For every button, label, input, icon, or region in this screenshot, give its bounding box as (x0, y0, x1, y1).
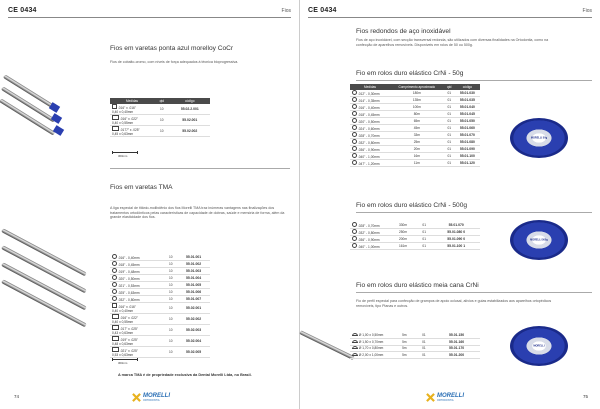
round-profile-icon (352, 153, 357, 158)
intro-title: Fios redondos de aço inoxidável (356, 28, 451, 35)
scale-label: 300mm (118, 361, 128, 365)
rect-profile-icon (112, 314, 119, 319)
table-row: Ø 1,50 x 0,70mm 5m 01 55.01.160 (350, 339, 480, 346)
round-profile-icon (352, 229, 357, 234)
section-tag: Fios (281, 8, 291, 14)
scale-bar (112, 152, 138, 153)
ce-mark: CE 0434 (8, 7, 37, 14)
divider (356, 212, 592, 213)
table-row: .018" - 0,45mm 10 55.01.002 (110, 261, 210, 268)
table-row: .012" - 0,30mm 180m 01 55.01.030 (350, 90, 480, 97)
rect-profile-icon (112, 325, 119, 330)
table-row: .025" - 0,63mm 10 55.01.006 (110, 289, 210, 296)
round-profile-icon (352, 139, 357, 144)
round-profile-icon (352, 104, 357, 109)
table-row: .014" - 0,35mm 135m 01 55.01.035 (350, 97, 480, 104)
product1-desc: Fios de cobalto-cromo, com níveis de força adequados à técnica bioprogressiva. (110, 60, 239, 64)
rolls500-table (350, 222, 480, 250)
col-comprimento: Comprimento aproximado (390, 84, 444, 90)
round-profile-icon (352, 146, 357, 151)
table-row: .020" - 0,50mm 65m 01 55.01.050 (350, 118, 480, 125)
table-row: .016" x .022" 0,40 x 0,55mm 10 55.02.002 (110, 314, 210, 325)
rect-profile-icon (112, 126, 119, 131)
table-row: .021" x .025" 0,53 x 0,63mm 10 55.02.005 (110, 347, 210, 358)
half-round-profile-icon (352, 340, 358, 343)
half-round-table (350, 332, 480, 359)
table-row: .018" - 0,45mm 80m 01 55.01.045 (350, 111, 480, 118)
round-profile-icon (112, 268, 117, 273)
product1-table (110, 98, 210, 137)
table-row: .019" - 0,48mm 10 55.01.003 (110, 268, 210, 275)
col-codigo: código (170, 98, 210, 104)
square-profile-icon (112, 104, 117, 109)
round-profile-icon (352, 111, 357, 116)
page-number: 74 (14, 394, 20, 399)
table-row: .016" x .016" 0,40 x 0,40mm 10 55.02.001 (110, 303, 210, 314)
round-profile-icon (352, 118, 357, 123)
table-row: .032" - 0,80mm 25m 01 55.01.080 (350, 139, 480, 146)
round-profile-icon (352, 222, 357, 227)
section-tag: Fios (582, 8, 592, 14)
table-row: .016" x .016" 0,40 x 0,40mm 10 55.02.2.001 (110, 104, 210, 115)
round-profile-icon (352, 160, 357, 165)
table-row: .024" - 0,60mm 45m 01 55.01.060 (350, 125, 480, 132)
table-row: .017" x .025" 0,43 x 0,63mm 10 55.02.003 (110, 325, 210, 336)
spool-half-round-image: MORELLI (510, 326, 568, 366)
morelli-x-icon (132, 393, 141, 402)
half-round-profile-icon (352, 346, 358, 349)
round-profile-icon (112, 282, 117, 287)
round-profile-icon (112, 275, 117, 280)
round-profile-icon (112, 261, 117, 266)
half-round-profile-icon (352, 333, 358, 336)
table-row: Ø 2,00 x 1,00mm 5m 01 55.01.200 (350, 352, 480, 359)
intro-desc: Fios de aço inoxidável, com secção transversal redonda, são utilizados com diversas finalidades na Ortodontia, como na confecção de aparelhos removíveis. Disponíveis em rolos de 50 ou 500g. (356, 38, 549, 47)
table-row: .028" - 0,70mm 33m 01 55.01.070 (350, 132, 480, 139)
ce-mark: CE 0434 (308, 7, 337, 14)
product1-title: Fios em varetas ponta azul morelloy CoCr (110, 45, 234, 52)
table-row: .040" - 1,00mm 161m 01 55.01.100 1 (350, 243, 480, 250)
col-qtd: qtd (444, 84, 455, 90)
divider (356, 80, 592, 81)
rect-profile-icon (112, 336, 119, 341)
spool-500g-image: MORELLI 500g (510, 220, 568, 260)
col-qtd: qtd (154, 98, 170, 104)
table-row: .021" - 0,53mm 10 55.01.005 (110, 282, 210, 289)
page-number: 75 (582, 394, 588, 399)
product3-desc: Fio de perfil especial para confecção de grampos de apoio oclusal, alívios e guias estabilizados aos aparelhos ortopédicos removíveis, tipo Planas e outros. (356, 299, 552, 308)
product2-desc: A liga especial de titânio-molibdênio dos fios Morelli TMA traz inúmeras vantagens nas finalizações dos tratamentos ortodônticos pelas características de capacidade de dobras, saúde e memória de forma, além da grande elasticidade dos fios. (110, 206, 285, 220)
col-codigo: código (455, 84, 480, 90)
round-profile-icon (352, 132, 357, 137)
table-row: .032" - 0,80mm 10 55.01.007 (110, 296, 210, 303)
rect-profile-icon (112, 115, 119, 120)
round-profile-icon (352, 236, 357, 241)
spool-50g-image: MORELLI 50g (510, 118, 568, 158)
scale-bar (112, 359, 138, 360)
half-round-profile-icon (352, 353, 358, 356)
round-profile-icon (352, 125, 357, 130)
square-profile-icon (112, 303, 117, 308)
round-profile-icon (112, 289, 117, 294)
table-row: .016" x .022" 0,40 x 0,55mm 10 55.02.001 (110, 115, 210, 126)
round-profile-icon (112, 296, 117, 301)
round-profile-icon (352, 243, 357, 248)
morelli-logo: MORELLI ORTODONTIA (426, 392, 462, 402)
table-row: .040" - 1,00mm 16m 01 55.01.100 (350, 153, 480, 160)
table-row: .047" - 1,20mm 11m 01 55.01.120 (350, 160, 480, 167)
table-row: .020" - 0,50mm 10 55.01.004 (110, 275, 210, 282)
round-profile-icon (352, 97, 357, 102)
rect-profile-icon (112, 347, 119, 352)
divider (110, 168, 290, 169)
table-row: .036" - 0,90mm 20m 01 55.01.090 (350, 146, 480, 153)
round-profile-icon (352, 90, 357, 95)
morelli-x-icon (426, 393, 435, 402)
col-medidas: Medidas (110, 98, 154, 104)
rolls50-table (350, 84, 480, 167)
right-page (300, 0, 600, 409)
header-rule (308, 17, 592, 18)
table-row: .028" - 0,70mm 330m 01 55.01.070 (350, 222, 480, 229)
table-row: .019" x .025" 0,48 x 0,63mm 10 55.02.004 (110, 336, 210, 347)
header-rule (8, 17, 291, 18)
table-row: .016" - 0,40mm 100m 01 55.01.040 (350, 104, 480, 111)
table-row: .0177" x .025" 0,45 x 0,63mm 10 55.02.002 (110, 126, 210, 137)
product2-table (110, 254, 210, 358)
col-medidas: Medidas (350, 84, 390, 90)
table-row: .032" - 0,80mm 250m 01 55.01.080 0 (350, 229, 480, 236)
product2-title: Fio em rolos duro elástico CrNi - 500g (356, 202, 468, 209)
trademark-footnote: A marca TMA é de propriedade exclusiva da Dental Morelli Ltda, no Brasil. (118, 373, 252, 377)
product1-title: Fio em rolos duro elástico CrNi - 50g (356, 70, 464, 77)
round-profile-icon (112, 254, 117, 259)
product3-title: Fio em rolos duro elástico meia cana CrNi (356, 282, 479, 289)
scale-label: 300mm (118, 154, 128, 158)
table-row: Ø 1,70 x 0,80mm 5m 01 55.01.170 (350, 345, 480, 352)
product2-title: Fios em varetas TMA (110, 184, 173, 191)
table-row: .036" - 0,90mm 200m 01 55.01.090 0 (350, 236, 480, 243)
table-row: .016" - 0,40mm 10 55.01.001 (110, 254, 210, 261)
divider (356, 292, 592, 293)
morelli-logo: MORELLI ORTODONTIA (132, 392, 168, 402)
table-row: Ø 1,00 x 0,50mm 5m 01 55.01.150 (350, 332, 480, 339)
